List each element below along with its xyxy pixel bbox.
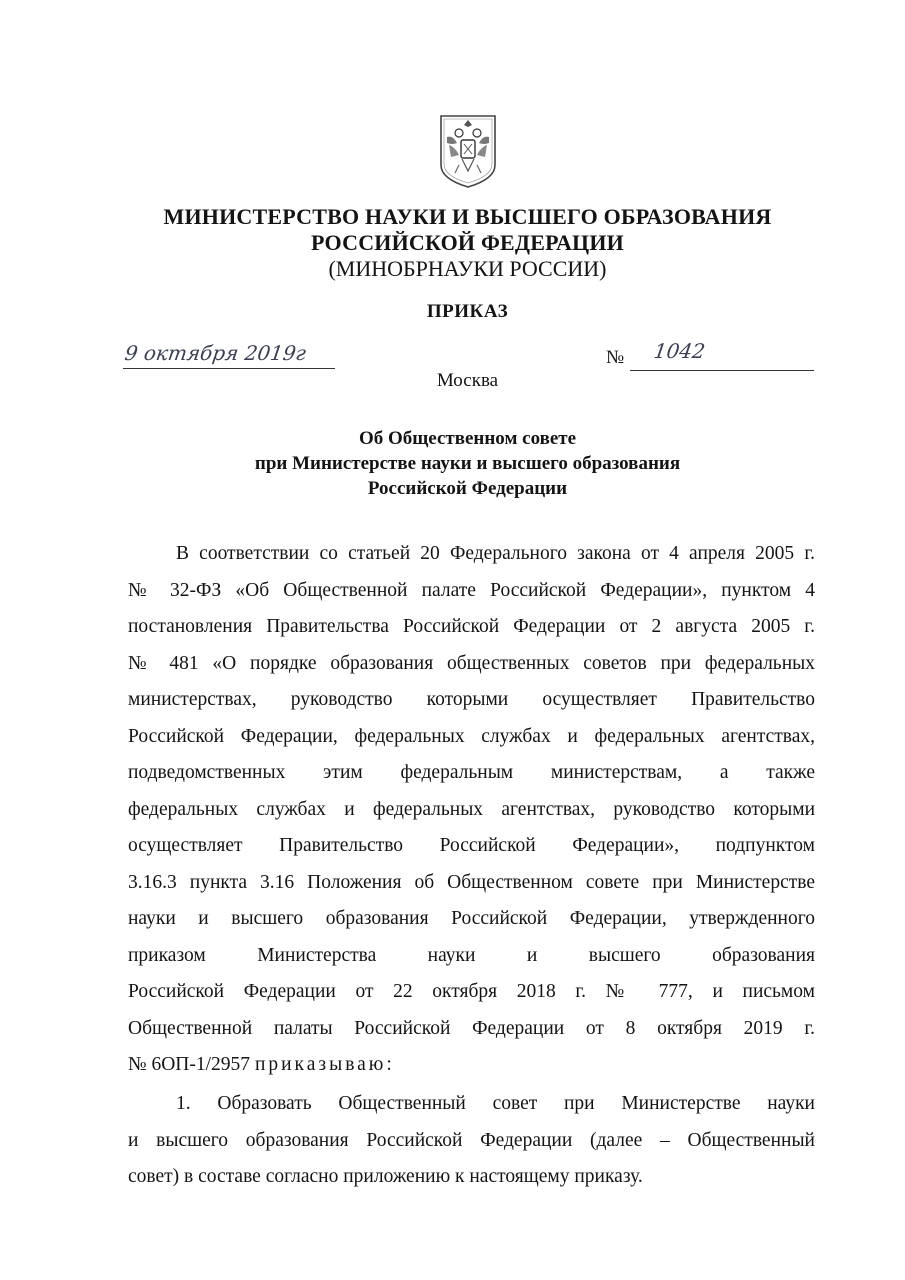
order-subject-line3: Российской Федерации [367,478,568,499]
paragraph-line: министерствах, руководство которыми осуществляет Правительство [128,689,815,710]
body-paragraph-1 [128,536,815,1084]
order-number-field [606,339,814,373]
paragraph-line: 1. Образовать Общественный совет при Министерстве науки [176,1093,815,1114]
ministry-name-line1: МИНИСТЕРСТВО НАУКИ И ВЫСШЕГО ОБРАЗОВАНИЯ [163,204,772,229]
paragraph-line: федеральных службах и федеральных агентствах, руководство которыми [128,798,815,820]
order-subject-line1: Об Общественном совете [358,428,577,449]
paragraph-line: науки и высшего образования Российской Федерации, утвержденного [128,908,815,929]
order-date-field [123,341,335,371]
order-date-handwritten: 9 октября 2019г [123,341,308,365]
ministry-name-line2: РОССИЙСКОЙ ФЕДЕРАЦИИ [311,230,624,255]
paragraph-line: постановления Правительства Российской Федерации от 2 августа 2005 г. [128,616,815,637]
paragraph-line: подведомственных этим федеральным министерствам, а также [128,762,815,783]
paragraph-line: и высшего образования Российской Федерации (далее – Общественный [128,1129,815,1151]
coat-of-arms-emblem [437,113,499,189]
paragraph-line: № 32-ФЗ «Об Общественной палате Российской Федерации», пунктом 4 [128,579,815,601]
city-name: Москва [436,370,499,391]
registration-number: № 6ОП-1/2957 [128,1054,255,1075]
number-sign: № [606,347,625,368]
date-underline [123,368,335,369]
order-number-handwritten: 1042 [652,339,707,363]
document-type-title: ПРИКАЗ [426,301,509,322]
paragraph-last-line [128,1047,815,1084]
paragraph-line: Общественной палаты Российской Федерации от 8 октября 2019 г. [128,1017,815,1039]
body-paragraph-2 [128,1086,815,1196]
paragraph-line: осуществляет Правительство Российской Федерации», подпунктом [128,835,815,856]
paragraph-line: № 481 «О порядке образования общественных советов при федеральных [128,652,815,674]
paragraph-line: В соответствии со статьей 20 Федерального закона от 4 апреля 2005 г. [176,543,815,564]
order-keyword: приказываю: [254,1054,395,1075]
paragraph-line: приказом Министерства науки и высшего образования [128,944,815,966]
order-subject-line2: при Министерстве науки и высшего образования [254,453,681,474]
paragraph-line: Российской Федерации от 22 октября 2018 г. № 777, и письмом [128,981,815,1002]
paragraph-line: 3.16.3 пункта 3.16 Положения об Общественном совете при Министерстве [128,871,815,893]
paragraph-line: совет) в составе согласно приложению к настоящему приказу. [128,1166,643,1187]
ministry-short-name: (МИНОБРНАУКИ РОССИИ) [328,256,607,281]
paragraph-line: Российской Федерации, федеральных службах и федеральных агентствах, [128,725,815,747]
